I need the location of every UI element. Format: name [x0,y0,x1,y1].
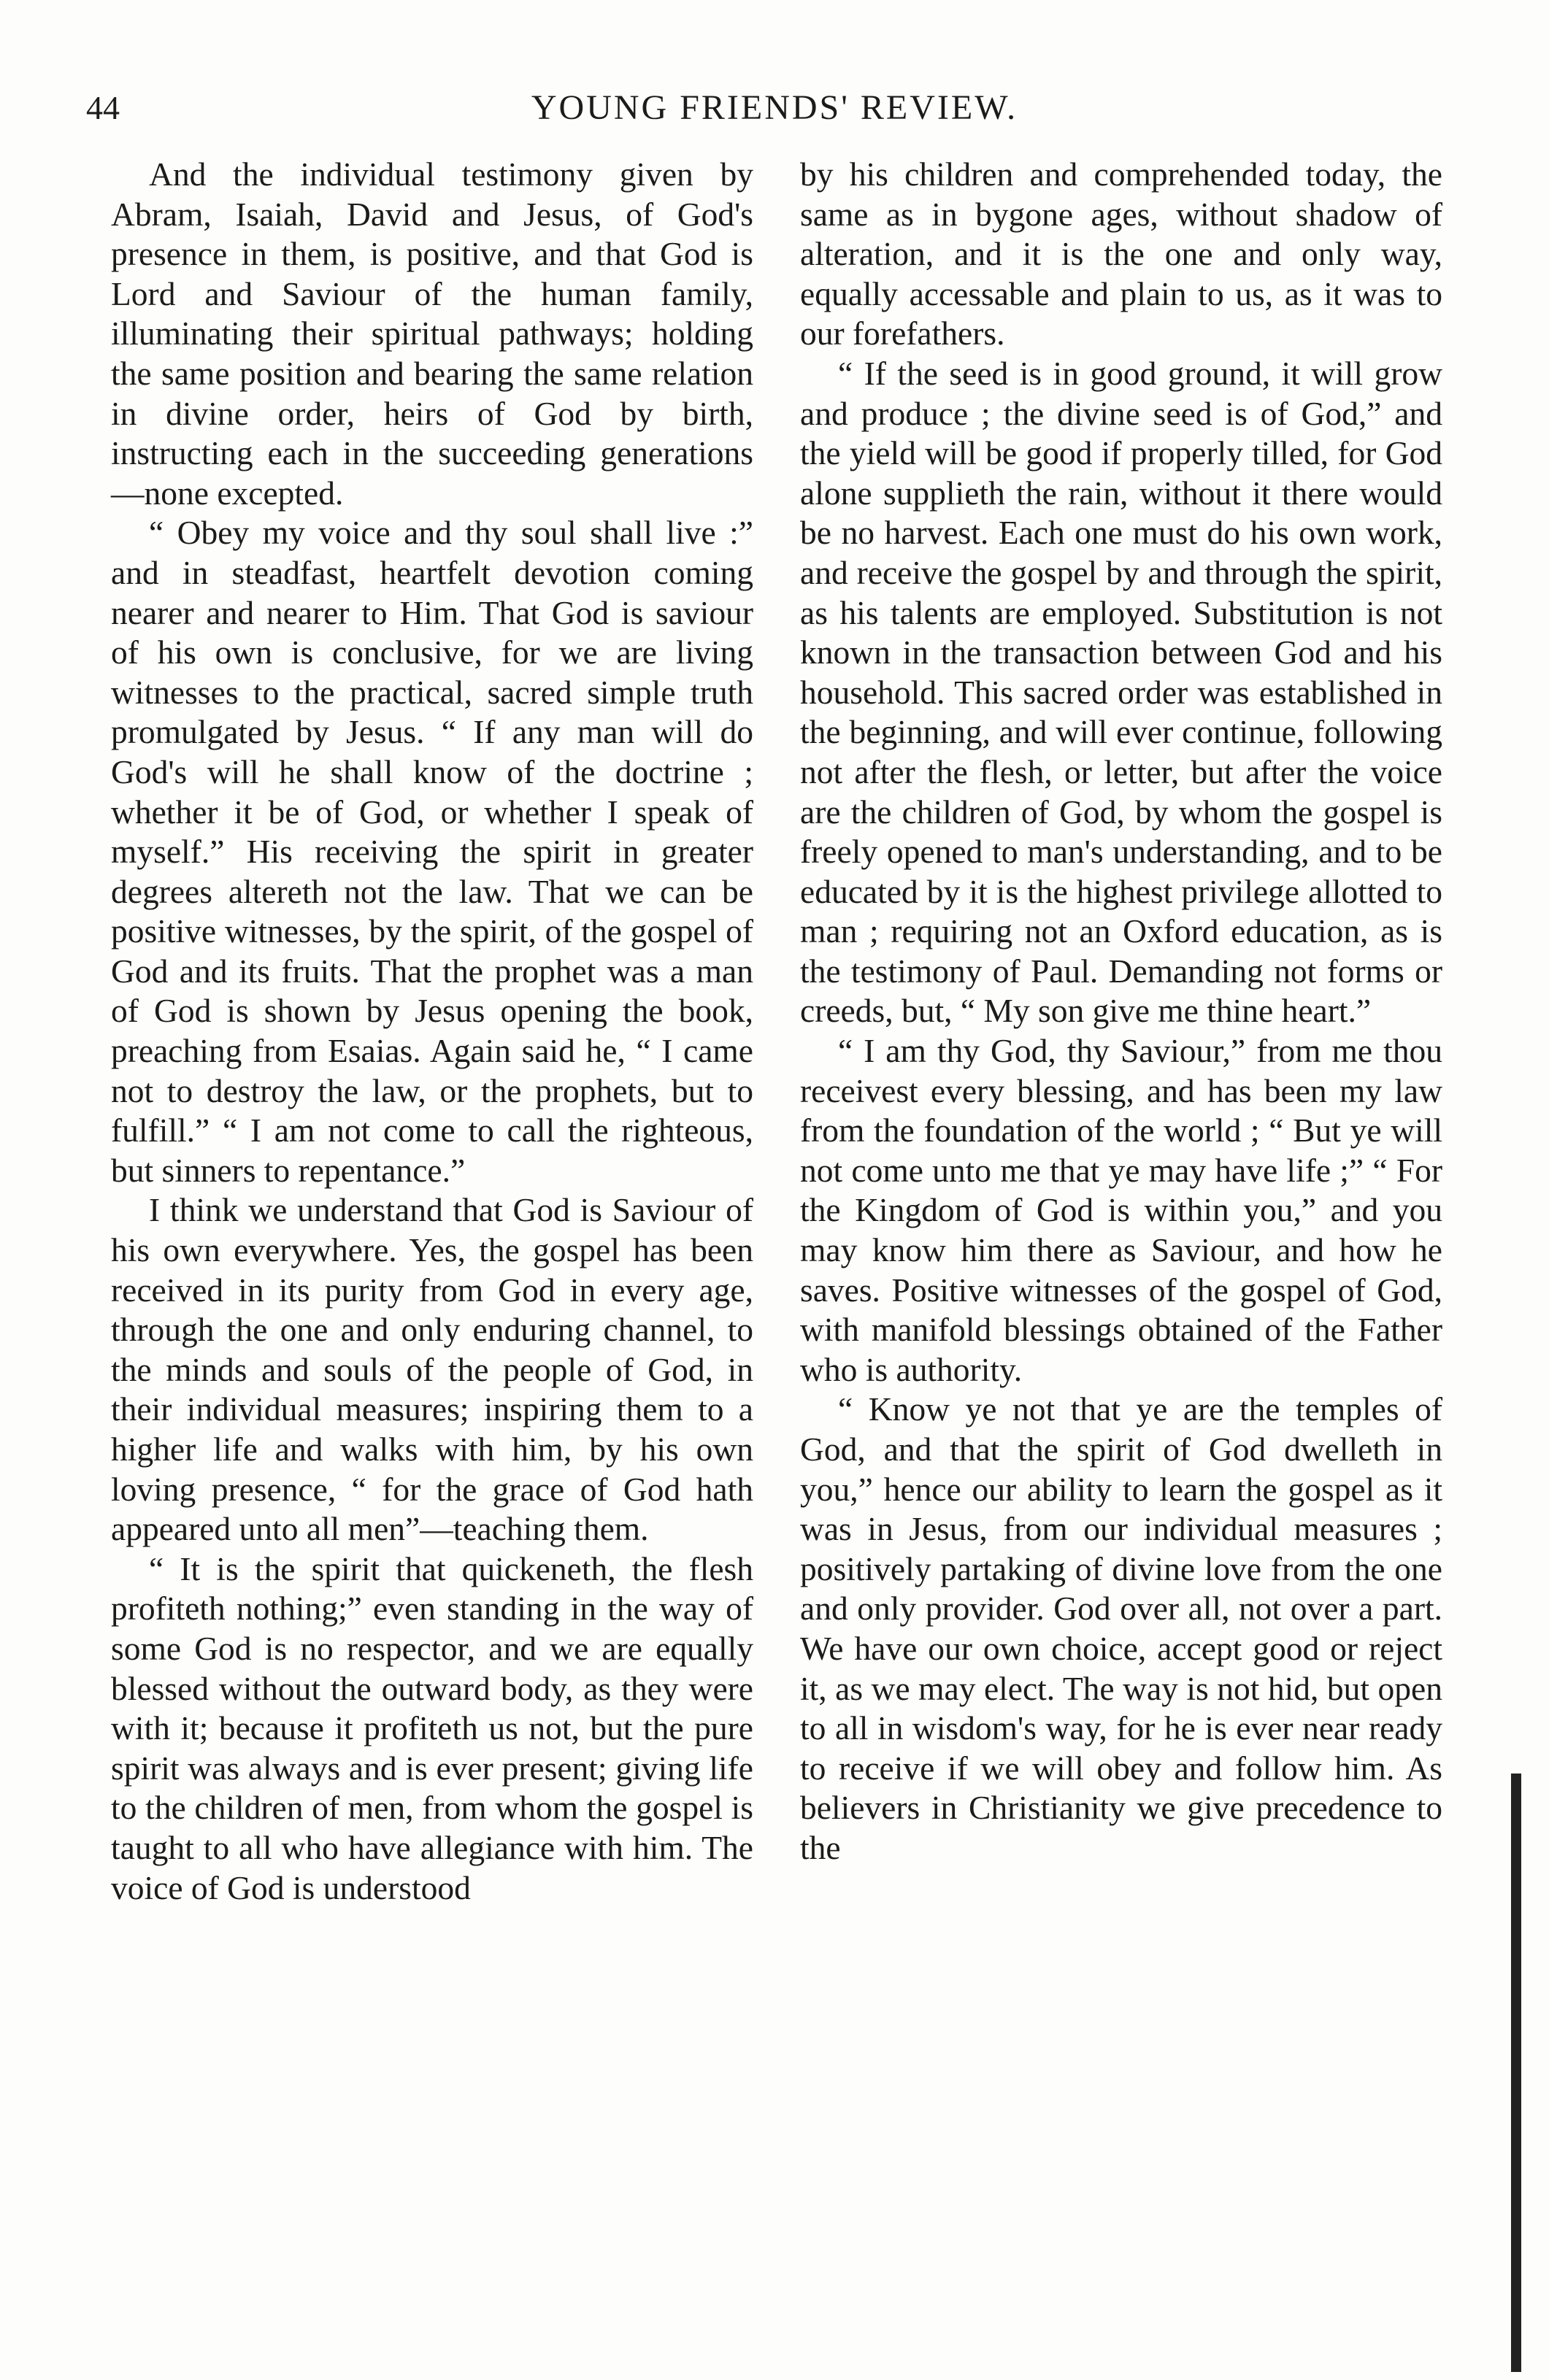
paragraph: “ I am thy God, thy Saviour,” from me thou receivest every blessing, and has been my law from the foundation of the world ; “ But ye will not come unto me that ye may have life ;” “ For the Kingdom of God is within you,” and you may know him there as Saviour, and how he saves. Positive witnesses of the gospel of God, with manifold blessings obtained of the Father who is authority. [800,1032,1442,1388]
left-column [111,155,753,1908]
right-column [800,155,1442,1868]
paragraph: “ Obey my voice and thy soul shall live :” and in steadfast, heartfelt devotion coming nearer and nearer to Him. That God is saviour of his own is conclusive, for we are living witnesses to the practical, sacred simple truth promulgated by Jesus. “ If any man will do God's will he shall know of the doctrine ; whether it be of God, or whether I speak of myself.” His receiving the spirit in greater degrees altereth not the law. That we can be positive witnesses, by the spirit, of the gospel of God and its fruits. That the prophet was a man of God is shown by Jesus opening the book, preaching from Esaias. Again said he, “ I came not to destroy the law, or the prophets, but to fulfill.” “ I am not come to call the righteous, but sinners to repentance.” [111,514,753,1189]
paragraph: by his children and comprehended today, the same as in bygone ages, without shadow of alteration, and it is the one and only way, equally accessable and plain to us, as it was to our forefathers. [800,155,1442,353]
paragraph: I think we understand that God is Saviour of his own everywhere. Yes, the gospel has been received in its purity from God in every age, through the one and only enduring channel, to the minds and souls of the people of God, in their individual measures; inspiring them to a higher life and walks with him, by his own loving presence, “ for the grace of God hath appeared unto all men”—teaching them. [111,1191,753,1548]
paragraph: “ Know ye not that ye are the temples of God, and that the spirit of God dwelleth in you,” hence our ability to learn the gospel as it was in Jesus, from our individual measures ; positively partaking of divine love from the one and only provider. God over all, not over a part. We have our own choice, accept good or reject it, as we may elect. The way is not hid, but open to all in wisdom's way, for he is ever near ready to receive if we will obey and follow him. As believers in Christianity we give precedence to the [800,1390,1442,1866]
page-edge-rule [1511,1774,1521,2372]
running-head: YOUNG FRIENDS' REVIEW. [531,88,1018,127]
paragraph: “ If the seed is in good ground, it will grow and produce ; the divine seed is of God,” and the yield will be good if properly tilled, for God alone supplieth the rain, without it there would be no harvest. Each one must do his own work, and receive the gospel by and through the spirit, as his talents are employed. Substitution is not known in the transaction between God and his household. This sacred order was established in the beginning, and will ever continue, following not after the flesh, or letter, but after the voice are the children of God, by whom the gospel is freely opened to man's understanding, and to be educated by it is the highest privilege allotted to man ; requiring not an Oxford education, as is the testimony of Paul. Demanding not forms or creeds, but, “ My son give me thine heart.” [800,354,1442,1030]
page-number: 44 [86,89,120,126]
paragraph: “ It is the spirit that quickeneth, the flesh profiteth nothing;” even standing in the way of some God is no respector, and we are equally blessed without the outward body, as they were with it; because it profiteth us not, but the pure spirit was always and is ever present; giving life to the children of men, from whom the gospel is taught to all who have allegiance with him. The voice of God is understood [111,1549,753,1906]
paragraph: And the individual testimony given by Abram, Isaiah, David and Jesus, of God's presence in them, is positive, and that God is Lord and Saviour of the human family, illuminating their spiritual pathways; holding the same position and bearing the same relation in divine order, heirs of God by birth, instructing each in the succeeding generations—none excepted. [111,155,753,512]
